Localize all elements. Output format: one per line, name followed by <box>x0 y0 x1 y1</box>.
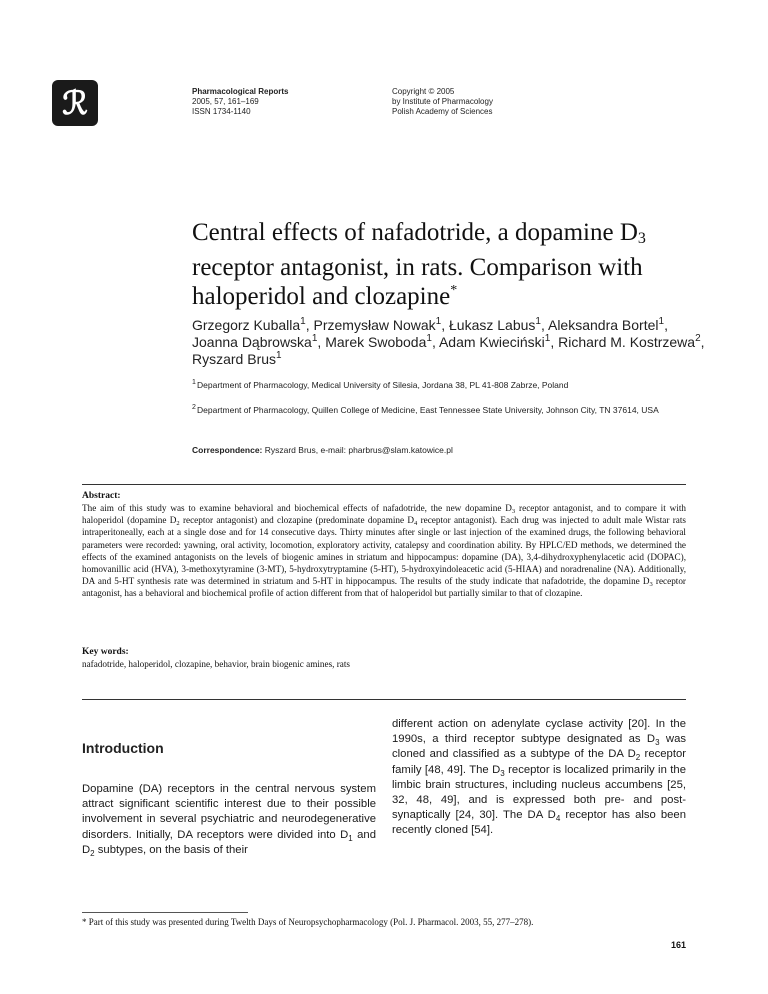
affiliation-text: Department of Pharmacology, Medical University of Silesia, Jordana 38, PL 41-808 Zabrze, Poland <box>197 380 569 390</box>
journal-issn: ISSN 1734-1140 <box>192 107 251 116</box>
body-subscript: 2 <box>635 753 641 763</box>
title-text-1: Central effects of nafadotride, a dopamine D <box>192 219 638 246</box>
body-subscript: 4 <box>555 814 561 824</box>
journal-name: Pharmacological Reports <box>192 87 289 96</box>
author-name: Aleksandra Bortel <box>547 317 659 333</box>
copyright-info <box>392 87 493 117</box>
body-subscript: 2 <box>90 848 95 858</box>
title-footnote-mark: * <box>450 283 458 298</box>
author-name: Przemysław Nowak <box>313 317 436 333</box>
author-affiliation: 1 <box>535 316 541 327</box>
affiliation-text: Department of Pharmacology, Quillen College of Medicine, East Tennessee State University, Johnson City, TN 37614, USA <box>197 405 659 415</box>
abstract-subscript: 3 <box>649 581 653 589</box>
body-text: receptor has also been recently cloned [54]. <box>392 809 686 837</box>
author-name: Ryszard Brus <box>192 351 277 367</box>
keywords-text: nafadotride, haloperidol, clozapine, behavior, brain biogenic amines, rats <box>82 659 351 669</box>
body-text: was cloned and classified as a subtype of the DA D <box>392 733 686 761</box>
correspondence-text: Ryszard Brus, e-mail: pharbrus@slam.katowice.pl <box>262 445 453 455</box>
correspondence-label: Correspondence: <box>192 445 263 455</box>
body-text: receptor is localized primarily in the limbic brain structures, including nucleus accumbens [25, 32, 48, 49], and is expressed both pre- and post-synaptically [24, 30]. The DA D <box>392 763 686 822</box>
author-affiliation: 1 <box>658 316 665 327</box>
author-affiliation: 1 <box>300 316 306 327</box>
body-text: and D <box>82 828 376 856</box>
abstract-text-part: receptor antagonist). Each drug was injected to adult male Wistar rats intraperitoneally, each at a single dose and for 14 consecutive days. Thirty minutes after single or last injection of the examined drugs, the following behavioral parameters were recorded: yawning, oral activity, locomotion, exploratory activity, catalepsy and coordination ability. By HPLC/ED methods, we determined the effects of the examined antagonists on the levels of biogenic amines in striatum and hippocampus: dopamine (DA), 3,4-dihydroxyphenylacetic acid (DOPAC), homovanillic acid (HVA), 3-methoxytyramine (3-MT), 5-hydroxytryptamine (5-HT), 5-hydroxyindoleacetic acid (5-HIAA) and noradrenaline (NA). Additionally, DA and 5-HT synthesis rate was determined in striatum and 5-HT in hippocampus. The results of the study indicate that nafadotride, the dopamine D <box>82 515 686 587</box>
author-affiliation: 1 <box>276 350 282 361</box>
journal-volume: 2005, 57, 161–169 <box>192 97 259 106</box>
article-title <box>192 218 712 311</box>
abstract-subscript: 4 <box>414 520 418 528</box>
abstract-top-rule <box>82 484 686 485</box>
introduction-heading: Introduction <box>82 740 164 756</box>
copyright-line-3: Polish Academy of Sciences <box>392 107 493 116</box>
body-subscript: 3 <box>655 738 660 748</box>
copyright-line-2: by Institute of Pharmacology <box>392 97 493 106</box>
body-text: Dopamine (DA) receptors in the central nervous system attract significant scientific interest due to their possible involvement in several psychiatric and neurodegenerative disorders. Initially, DA receptors were divided into D <box>82 783 376 841</box>
author-name: Richard M. Kostrzewa <box>558 334 696 350</box>
body-subscript: 1 <box>348 833 353 843</box>
body-text: receptor family [48, 49]. The D <box>392 748 686 776</box>
footnote: * Part of this study was presented during Twelth Days of Neuropsychopharmacology (Pol. J. Pharmacol. 2003, 55, 277–278). <box>82 917 534 927</box>
title-subscript: 3 <box>637 230 646 247</box>
author-name: Marek Swoboda <box>325 334 427 350</box>
introduction-right-column <box>392 717 686 839</box>
logo-glyph: ℛ <box>62 84 88 122</box>
author-affiliation: 1 <box>435 316 442 327</box>
affiliation-1 <box>192 380 712 391</box>
correspondence <box>192 445 712 456</box>
author-affiliation: 1 <box>311 333 318 344</box>
author-list: Grzegorz Kuballa$^1$, Przemysław Nowak$^1$, Łukasz Labus$^1$, Aleksandra Bortel$^1$, Joanna Dąbrowska$^1$, Marek Swoboda$^1$, Adam Kwieciński$^1$, Richard M. Kostrzewa$^2$, Ryszard Brus$^1$ <box>192 316 705 367</box>
journal-info <box>192 87 288 117</box>
abstract-subscript: 2 <box>176 520 180 528</box>
footnote-rule <box>82 912 248 913</box>
introduction-left-column <box>82 782 376 858</box>
abstract-bottom-rule <box>82 699 686 700</box>
title-text-2: receptor antagonist, in rats. Comparison with haloperidol and clozapine <box>192 254 643 310</box>
author-name: Joanna Dąbrowska <box>192 334 312 350</box>
author-name: Grzegorz Kuballa <box>192 317 301 333</box>
author-name: Łukasz Labus <box>449 317 536 333</box>
abstract-text <box>82 502 686 600</box>
journal-logo <box>52 80 98 126</box>
abstract-text-part: The aim of this study was to examine behavioral and biochemical effects of nafadotride, the new dopamine D <box>82 503 512 513</box>
abstract-heading: Abstract: <box>82 491 121 501</box>
body-text: subtypes, on the basis of their <box>94 843 248 856</box>
page-number: 161 <box>670 940 686 950</box>
author-affiliation: 1 <box>544 333 551 344</box>
author-affiliation: 2 <box>695 333 701 344</box>
abstract-text-part: receptor antagonist, and to compare it with haloperidol (dopamine D <box>82 503 686 526</box>
affiliation-2 <box>192 405 712 416</box>
abstract-text-part: receptor antagonist, has a behavioral and biochemical profile of action different from that of haloperidol but partially similar to that of clozapine. <box>82 576 686 599</box>
copyright-line-1: Copyright © 2005 <box>392 87 455 96</box>
body-text: different action on adenylate cyclase activity [20]. In the 1990s, a third receptor subtype designated as D <box>392 718 686 746</box>
body-subscript: 3 <box>500 768 505 778</box>
affiliation-number: 1 <box>192 379 196 386</box>
abstract-subscript: 3 <box>511 508 516 515</box>
affiliation-number: 2 <box>192 404 196 411</box>
author-affiliation: 1 <box>426 333 432 344</box>
keywords-heading: Key words: <box>82 647 129 657</box>
author-name: Adam Kwieciński <box>438 334 545 350</box>
abstract-text-part: receptor antagonist) and clozapine (predominate dopamine D <box>179 515 415 526</box>
